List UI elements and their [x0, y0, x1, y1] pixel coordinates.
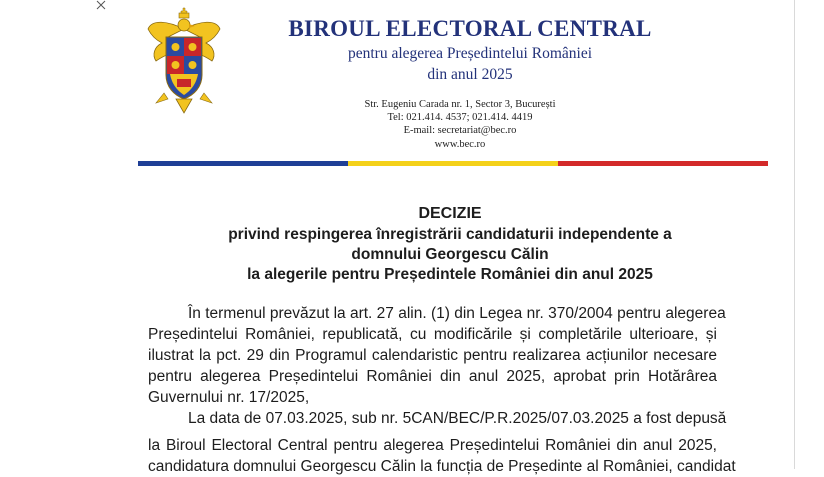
body-line: La data de 07.03.2025, sub nr. 5CAN/BEC/P.R.2025/07.03.2025 a fost depusă	[188, 410, 727, 427]
website: www.bec.ro	[434, 139, 486, 150]
body-line: Președintelui României, republicată, cu modificările și completările ulterioare, și	[148, 326, 717, 343]
decision-subtitle: privind respingerea înregistrării candidaturii independente a	[228, 226, 672, 243]
address: Str. Eugeniu Carada nr. 1, Sector 3, București	[364, 99, 556, 110]
decision-subtitle: la alegerile pentru Președintele României din anul 2025	[247, 266, 653, 283]
body-line: pentru alegerea Președintelui României din anul 2025, aprobat prin Hotărârea	[148, 368, 717, 385]
phone-numbers: Tel: 021.414. 4537; 021.414. 4419	[387, 112, 533, 123]
org-subtitle: pentru alegerea Președintelui României	[347, 45, 593, 62]
page-edge	[794, 0, 795, 469]
org-title: BIROUL ELECTORAL CENTRAL	[288, 16, 652, 41]
decision-title: DECIZIE	[418, 205, 482, 222]
body-line: Guvernului nr. 17/2025,	[148, 389, 310, 406]
email: E-mail: secretariat@bec.ro	[403, 125, 517, 136]
divider-yellow	[348, 161, 558, 166]
body-line: candidatura domnului Georgescu Călin la funcția de Președinte al României, candidat	[148, 458, 736, 475]
body-line: În termenul prevăzut la art. 27 alin. (1) din Legea nr. 370/2004 pentru alegerea	[188, 305, 726, 322]
divider-red	[558, 161, 768, 166]
tricolor-divider	[138, 161, 768, 166]
romania-coat-of-arms-icon	[146, 7, 222, 115]
divider-blue	[138, 161, 348, 166]
decision-subtitle: domnului Georgescu Călin	[351, 246, 549, 263]
body-line: la Biroul Electoral Central pentru alegerea Președintelui României din anul 2025,	[148, 437, 717, 454]
org-subtitle-year: din anul 2025	[427, 66, 513, 83]
body-line: ilustrat la pct. 29 din Programul calendaristic pentru realizarea acțiunilor necesare	[148, 347, 717, 364]
corner-mark	[96, 0, 106, 10]
